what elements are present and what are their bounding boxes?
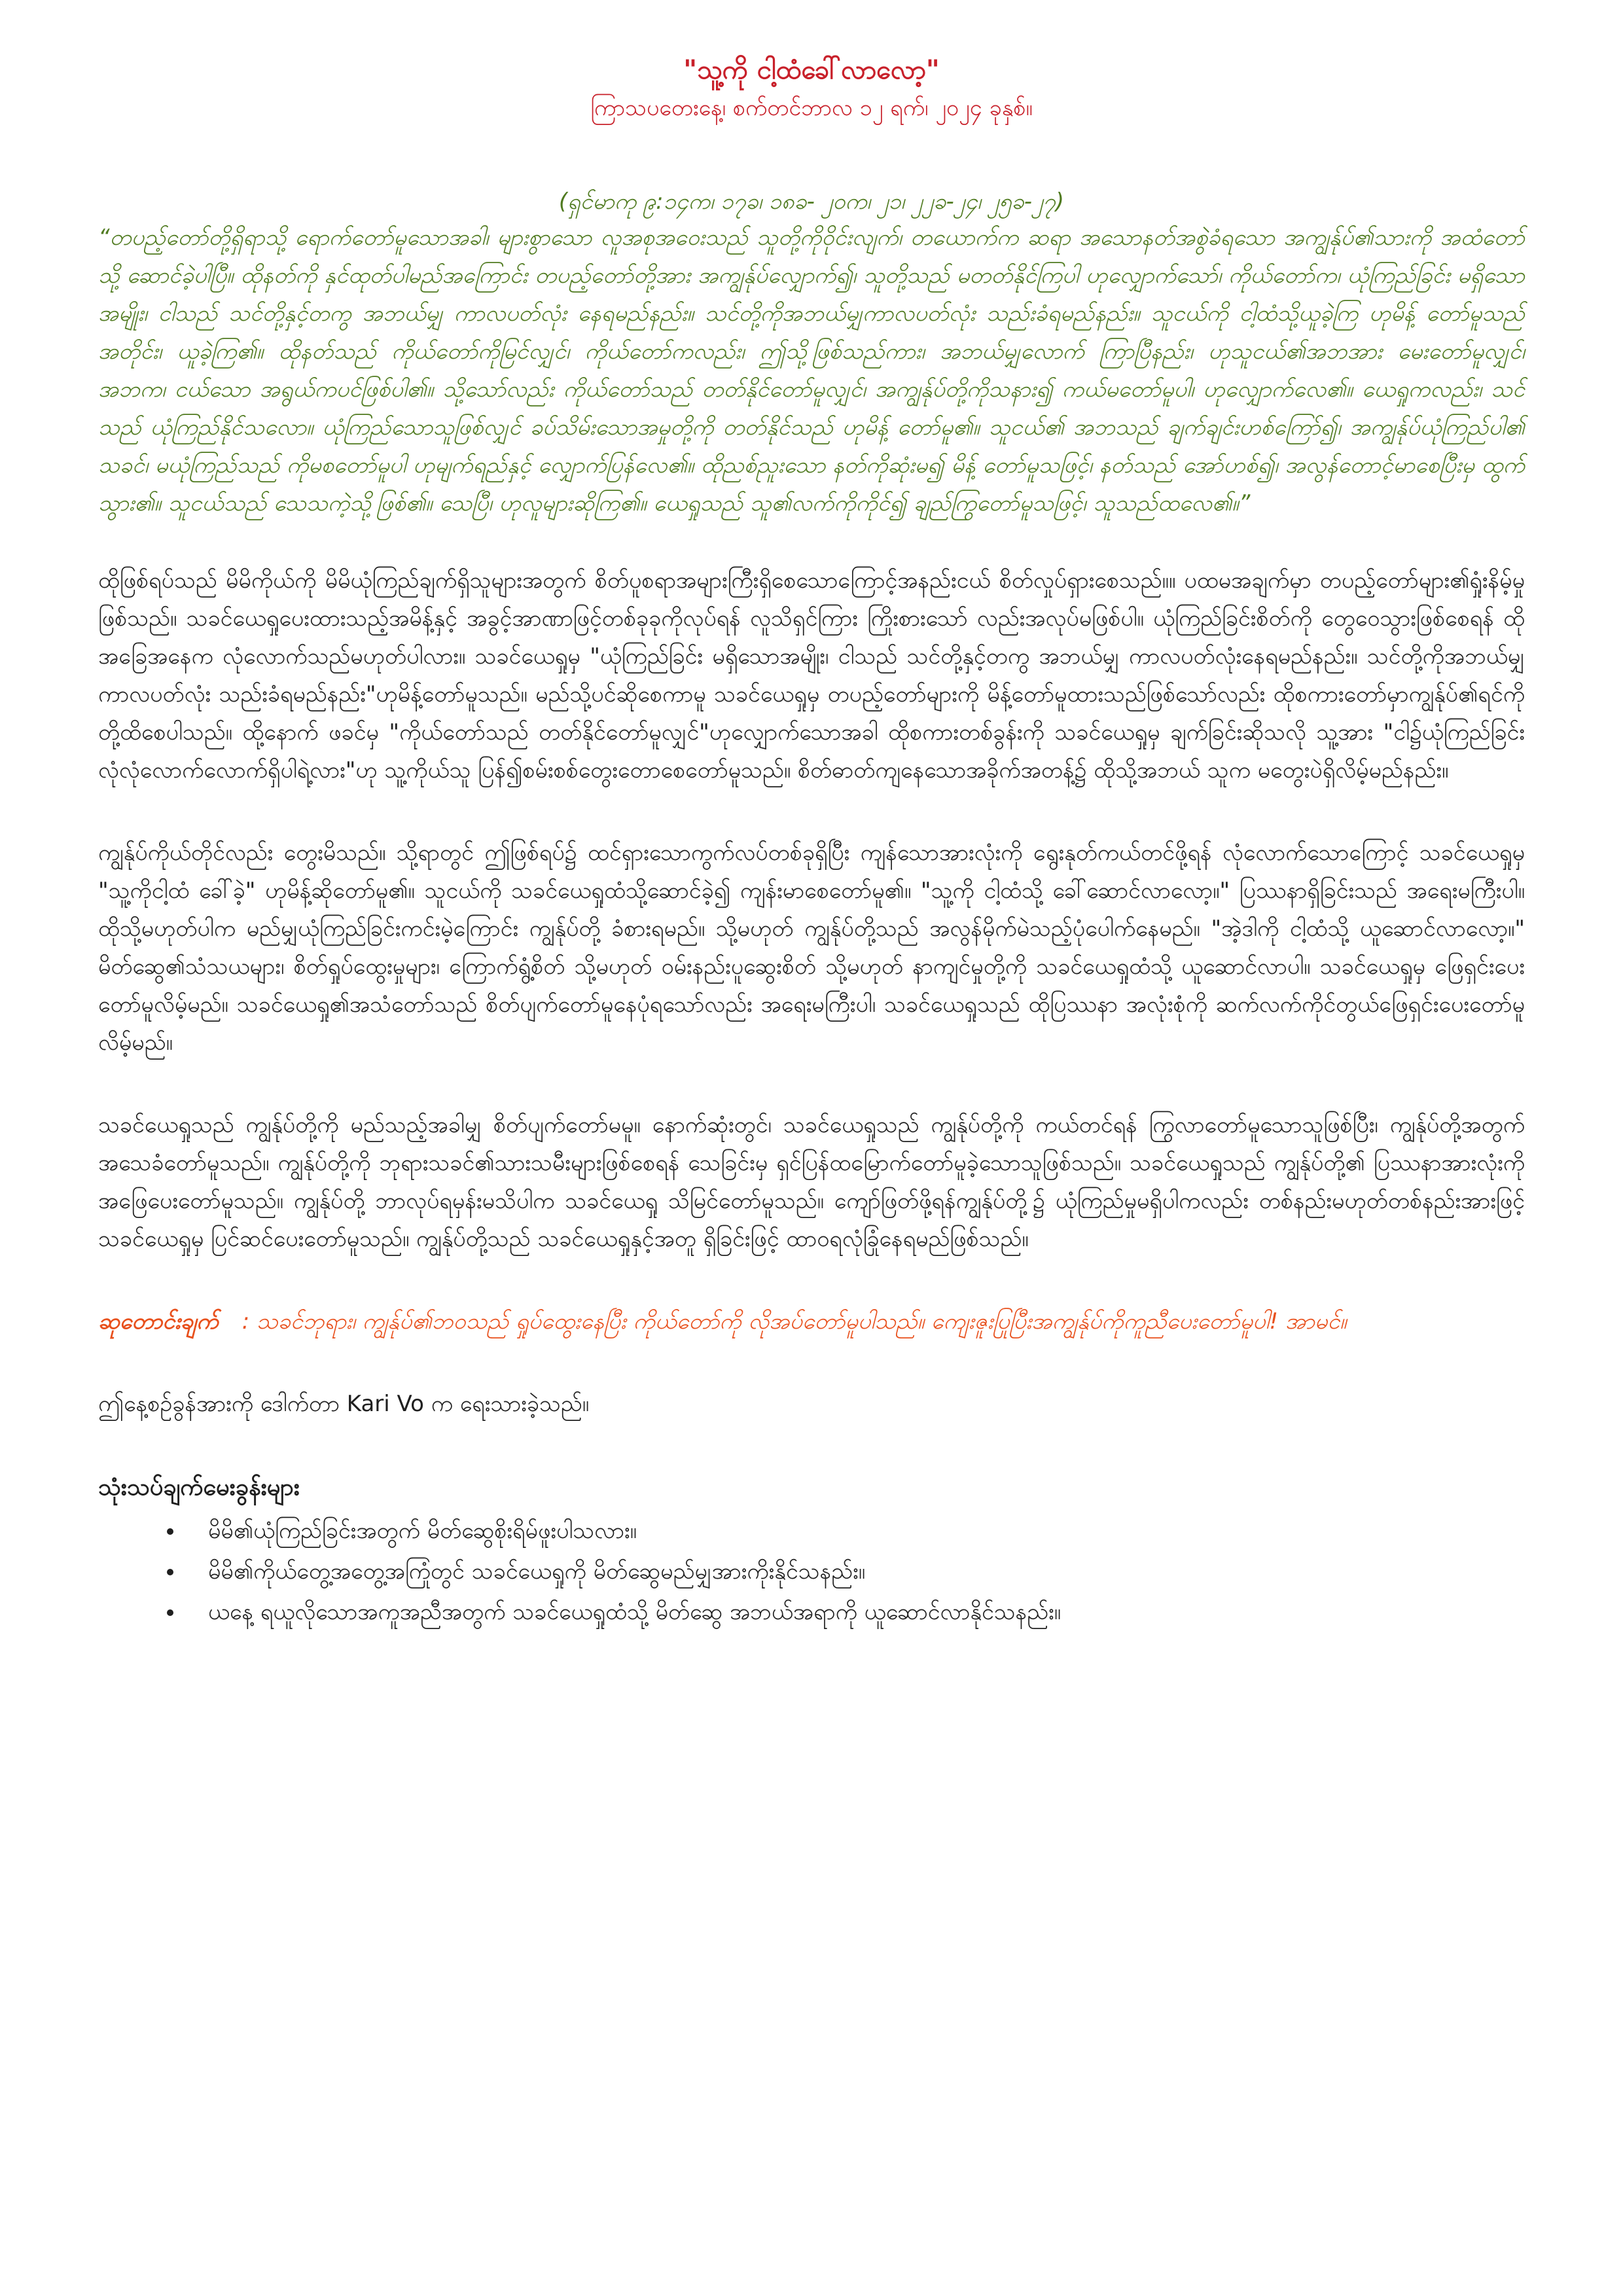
prayer-label: ဆုတောင်းချက်	[98, 1308, 219, 1335]
question-item: • မိမိ၏ယုံကြည်ခြင်းအတွက် မိတ်ဆွေစိုးရိမ်ဖူးပါသလား။	[185, 1511, 1525, 1551]
body-paragraph-1: ထိုဖြစ်ရပ်သည် မိမိကိုယ်ကို မိမိယုံကြည်ချက်ရှိသူများအတွက် စိတ်ပူစရာအများကြီးရှိစေသောကြောင့်အနည်းငယ် စိတ်လှုပ်ရှားစေသည်။။ ပထမအချက်မှာ တပည့်တော်များ၏ရှုံးနိမ့်မှုဖြစ်သည်။ သခင်ယေရှုပေးထားသည့်အမိန့်နှင့် အခွင့်အာဏာဖြင့်တစ်ခုခုကိုလုပ်ရန် လူသိရှင်ကြား ကြိုးစားသော် လည်းအလုပ်မဖြစ်ပါ။ ယုံကြည်ခြင်းစိတ်ကို တွေဝေသွားဖြစ်စေရန် ထိုအခြေအနေက လုံလောက်သည်မဟုတ်ပါလား။ သခင်ယေရှုမှ "ယုံကြည်ခြင်း မရှိသောအမျိုး၊ ငါသည် သင်တို့နှင့်တကွ အဘယ်မျှ ကာလပတ်လုံးနေရမည်နည်း။ သင်တို့ကိုအဘယ်မျှကာလပတ်လုံး သည်းခံရမည်နည်း"ဟုမိန့်တော်မူသည်။ မည်သို့ပင်ဆိုစေကာမူ သခင်ယေရှုမှ တပည့်တော်များကို မိန့်တော်မူထားသည်ဖြစ်သော်လည်း ထိုစကားတော်မှာကျွန်ုပ်၏ရင်ကို တို့ထိစေပါသည်။ ထို့နောက် ဖခင်မှ "ကိုယ်တော်သည် တတ်နိုင်တော်မူလျှင်"ဟုလျှောက်သောအခါ ထိုစကားတစ်ခွန်းကို သခင်ယေရှုမှ ချက်ခြင်းဆိုသလို သူ့အား "ငါ၌ယုံကြည်ခြင်း လုံလုံလောက်လောက်ရှိပါရဲ့လား"ဟု သူ့ကိုယ်သူ ပြန်၍စမ်းစစ်တွေးတောစေတော်မူသည်။ စိတ်ဓာတ်ကျနေသောအခိုက်အတန့်၌ ထိုသို့အဘယ် သူက မတွေးပဲရှိလိမ့်မည်နည်း။	[98, 567, 1525, 783]
prayer	[98, 1302, 1525, 1340]
scripture-section	[98, 185, 1525, 522]
scripture-quote: “တပည့်တော်တို့ရှိရာသို့ ရောက်တော်မူသောအခါ၊ များစွာသော လူအစုအဝေးသည် သူတို့ကိုဝိုင်းလျက်၊ တယောက်က ဆရာ အသောနတ်အစွဲခံရသော အကျွန်ုပ်၏သားကို အထံတော်သို့ ဆောင်ခဲ့ပါပြီ။ ထိုနတ်ကို နှင်ထုတ်ပါမည်အကြောင်း တပည့်တော်တို့အား အကျွန်ုပ်လျှောက်၍၊ သူတို့သည် မတတ်နိုင်ကြပါ ဟုလျှောက်သော်၊ ကိုယ်တော်က၊ ယုံကြည်ခြင်း မရှိသောအမျိုး၊ ငါသည် သင်တို့နှင့်တကွ အဘယ်မျှ ကာလပတ်လုံး နေရမည်နည်း။ သင်တို့ကိုအဘယ်မျှကာလပတ်လုံး သည်းခံရမည်နည်း။ သူငယ်ကို ငါ့ထံသို့ယူခဲ့ကြ ဟုမိန့် တော်မူသည်အတိုင်း၊ ယူခဲ့ကြ၏။ ထိုနတ်သည် ကိုယ်တော်ကိုမြင်လျှင်၊ ကိုယ်တော်ကလည်း၊ ဤသို့ဖြစ်သည်ကား၊ အဘယ်မျှလောက် ကြာပြီနည်း၊ ဟုသူငယ်၏အဘအား မေးတော်မူလျှင်၊ အဘက၊ ငယ်သော အရွယ်ကပင်ဖြစ်ပါ၏။ သို့သော်လည်း ကိုယ်တော်သည် တတ်နိုင်တော်မူလျှင်၊ အကျွန်ုပ်တို့ကိုသနား၍ ကယ်မတော်မူပါ၊ ဟုလျှောက်လေ၏။ ယေရှုကလည်း၊ သင်သည် ယုံကြည်နိုင်သလော။ ယုံကြည်သောသူဖြစ်လျှင် ခပ်သိမ်းသောအမှုတို့ကို တတ်နိုင်သည် ဟုမိန့် တော်မူ၏။ သူငယ်၏ အဘသည် ချက်ချင်းဟစ်ကြော်၍၊ အကျွန်ုပ်ယုံကြည်ပါ၏ သခင်၊ မယုံကြည်သည် ကိုမစတော်မူပါ ဟုမျက်ရည်နှင့် လျှောက်ပြန်လေ၏။ ထိုညစ်ညူးသော နတ်ကိုဆုံးမ၍ မိန့် တော်မူသဖြင့်၊ နတ်သည် အော်ဟစ်၍၊ အလွန်တောင့်မာစေပြီးမှ ထွက်သွား၏။ သူငယ်သည် သေသကဲ့သို့ဖြစ်၏။ သေပြီ၊ ဟုလူများဆိုကြ၏။ ယေရှုသည် သူ၏လက်ကိုကိုင်၍ ချည်ကြွတော်မူသဖြင့်၊ သူသည်ထလေ၏။”	[98, 224, 1525, 516]
body-paragraph-2: ကျွန်ုပ်ကိုယ်တိုင်လည်း တွေးမိသည်။ သို့ရာတွင် ဤဖြစ်ရပ်၌ ထင်ရှားသောကွက်လပ်တစ်ခုရှိပြီး ကျန်သောအားလုံးကို ရွေးနုတ်ကယ်တင်ဖို့ရန် လုံလောက်သောကြောင့် သခင်ယေရှုမှ "သူ့ကိုငါ့ထံ ခေါ်ခဲ့" ဟုမိန့်ဆိုတော်မူ၏။ သူငယ်ကို သခင်ယေရှုထံသို့ဆောင်ခဲ့၍ ကျန်းမာစေတော်မူ၏။ "သူ့ကို ငါ့ထံသို့ ခေါ်ဆောင်လာလော့။" ပြဿနာရှိခြင်းသည် အရေးမကြီးပါ။ ထိုသို့မဟုတ်ပါက မည်မျှယုံကြည်ခြင်းကင်းမဲ့ကြောင်း ကျွန်ုပ်တို့ ခံစားရမည်။ သို့မဟုတ် ကျွန်ုပ်တို့သည် အလွန်မိုက်မဲသည့်ပုံပေါက်နေမည်။ "အဲ့ဒါကို ငါ့ထံသို့ ယူဆောင်လာလော့။" မိတ်ဆွေ၏သံသယများ၊ စိတ်ရှုပ်ထွေးမှုများ၊ ကြောက်ရွံ့စိတ် သို့မဟုတ် ဝမ်းနည်းပူဆွေးစိတ် သို့မဟုတ် နာကျင်မှုတို့ကို သခင်ယေရှုထံသို့ ယူဆောင်လာပါ။ သခင်ယေရှုမှ ဖြေရှင်းပေးတော်မူလိမ့်မည်။ သခင်ယေရှု၏အသံတော်သည် စိတ်ပျက်တော်မူနေပုံရသော်လည်း အရေးမကြီးပါ၊ သခင်ယေရှုသည် ထိုပြဿနာ အလုံးစုံကို ဆက်လက်ကိုင်တွယ်ဖြေရှင်းပေးတော်မူလိမ့်မည်။	[98, 840, 1525, 1056]
page-title: "သူ့ကို ငါ့ထံခေါ်လာလော့"	[683, 55, 940, 85]
author-note: ဤနေ့စဉ်ခွန်အားကို ဒေါက်တာ Kari Vo က ရေးသားခဲ့သည်။	[98, 1391, 590, 1417]
questions-list	[98, 1511, 1525, 1632]
devotional-body	[98, 562, 1525, 1258]
date-line: ကြာသပတေးနေ့၊ စက်တင်ဘာလ ၁၂ ရက်၊ ၂၀၂၄ ခုနှစ်။	[590, 95, 1033, 121]
scripture-reference: (ရှင်မာကု ၉:၁၄က၊ ၁၇ခ၊ ၁၈ခ- ၂၀က၊ ၂၁၊ ၂၂ခ-၂၄၊ ၂၅ခ-၂၇)	[558, 188, 1065, 215]
questions-heading: သုံးသပ်ချက်မေးခွန်းများ	[98, 1474, 300, 1501]
body-paragraph-3: သခင်ယေရှုသည် ကျွန်ုပ်တို့ကို မည်သည့်အခါမျှ စိတ်ပျက်တော်မမူ။ နောက်ဆုံးတွင်၊ သခင်ယေရှုသည် ကျွန်ုပ်တို့ကို ကယ်တင်ရန် ကြွလာတော်မူသောသူဖြစ်ပြီး၊ ကျွန်ုပ်တို့အတွက် အသေခံတော်မူသည်။ ကျွန်ုပ်တို့ကို ဘုရားသခင်၏သားသမီးများဖြစ်စေရန် သေခြင်းမှ ရှင်ပြန်ထမြောက်တော်မူခဲ့သောသူဖြစ်သည်။ သခင်ယေရှုသည် ကျွန်ုပ်တို့၏ ပြဿနာအားလုံးကို အဖြေပေးတော်မူသည်။ ကျွန်ုပ်တို့ ဘာလုပ်ရမှန်းမသိပါက သခင်ယေရှု သိမြင်တော်မူသည်။ ကျော်ဖြတ်ဖို့ရန်ကျွန်ုပ်တို့၌ ယုံကြည်မှုမရှိပါကလည်း တစ်နည်းမဟုတ်တစ်နည်းအားဖြင့် သခင်ယေရှုမှ ပြင်ဆင်ပေးတော်မူသည်။ ကျွန်ုပ်တို့သည် သခင်ယေရှုနှင့်အတူ ရှိခြင်းဖြင့် ထာဝရလုံခြုံနေရမည်ဖြစ်သည်။	[98, 1112, 1525, 1252]
question-item: • ယနေ့ ရယူလိုသောအကူအညီအတွက် သခင်ယေရှုထံသို့ မိတ်ဆွေ အဘယ်အရာကို ယူဆောင်လာနိုင်သနည်း။	[185, 1592, 1525, 1632]
question-item: • မိမိ၏ကိုယ်တွေ့အတွေ့အကြုံတွင် သခင်ယေရှုကို မိတ်ဆွေမည်မျှအားကိုးနိုင်သနည်း။	[185, 1551, 1525, 1592]
prayer-text: : သခင်ဘုရား၊ ကျွန်ုပ်၏ဘဝသည် ရှုပ်ထွေးနေပြီး ကိုယ်တော်ကို လိုအပ်တော်မူပါသည်။ ကျေးဇူးပြုပြီးအကျွန်ုပ်ကိုကူညီပေးတော်မူပါ! အာမင်။	[241, 1308, 1347, 1335]
reflection-questions	[98, 1469, 1525, 1632]
devotional-header	[98, 51, 1525, 127]
